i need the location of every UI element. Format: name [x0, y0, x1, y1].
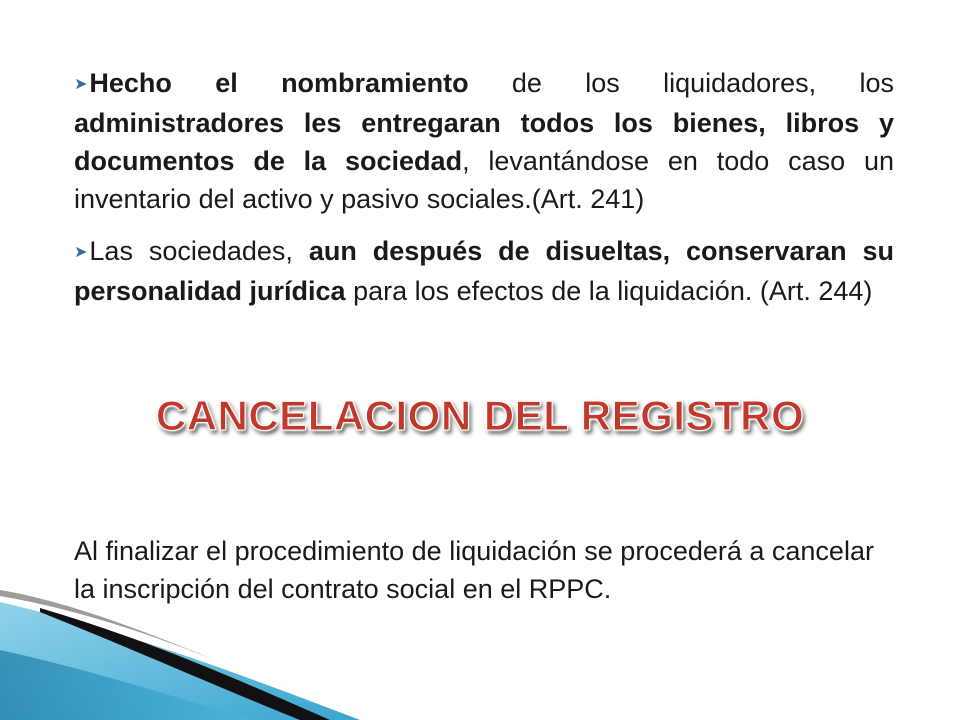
arrow-bullet-icon: ➤ — [74, 76, 88, 93]
closing-paragraph: Al finalizar el procedimiento de liquidación se procederá a cancelar la inscripción del contrato social en el RPPC. — [74, 536, 874, 604]
bullet-1-part-1: Hecho el nombramiento — [89, 68, 469, 98]
bullet-1-part-4: , levantándose en todo caso un inventario del activo y pasivo sociales.(Art. 241) — [74, 146, 894, 214]
bullet-1-part-2: de los liquidadores, los — [468, 68, 894, 98]
decorative-corner-swoosh — [0, 590, 360, 720]
arrow-bullet-icon: ➤ — [74, 244, 88, 261]
bullet-item-2 — [74, 232, 894, 310]
section-heading: CANCELACION DEL REGISTRO — [155, 392, 805, 439]
bullet-2-part-2: aun después de disueltas, conservaran su personalidad jurídica — [74, 236, 894, 306]
bullet-list — [74, 64, 894, 324]
bullet-item-1 — [74, 64, 894, 218]
bullet-2-part-3: para los efectos de la liquidación. (Art. 244) — [345, 276, 873, 306]
bullet-2-part-1: Las sociedades, — [89, 236, 309, 266]
bullet-1-part-3: administradores les entregaran todos los bienes, libros y documentos de la sociedad — [74, 108, 894, 176]
